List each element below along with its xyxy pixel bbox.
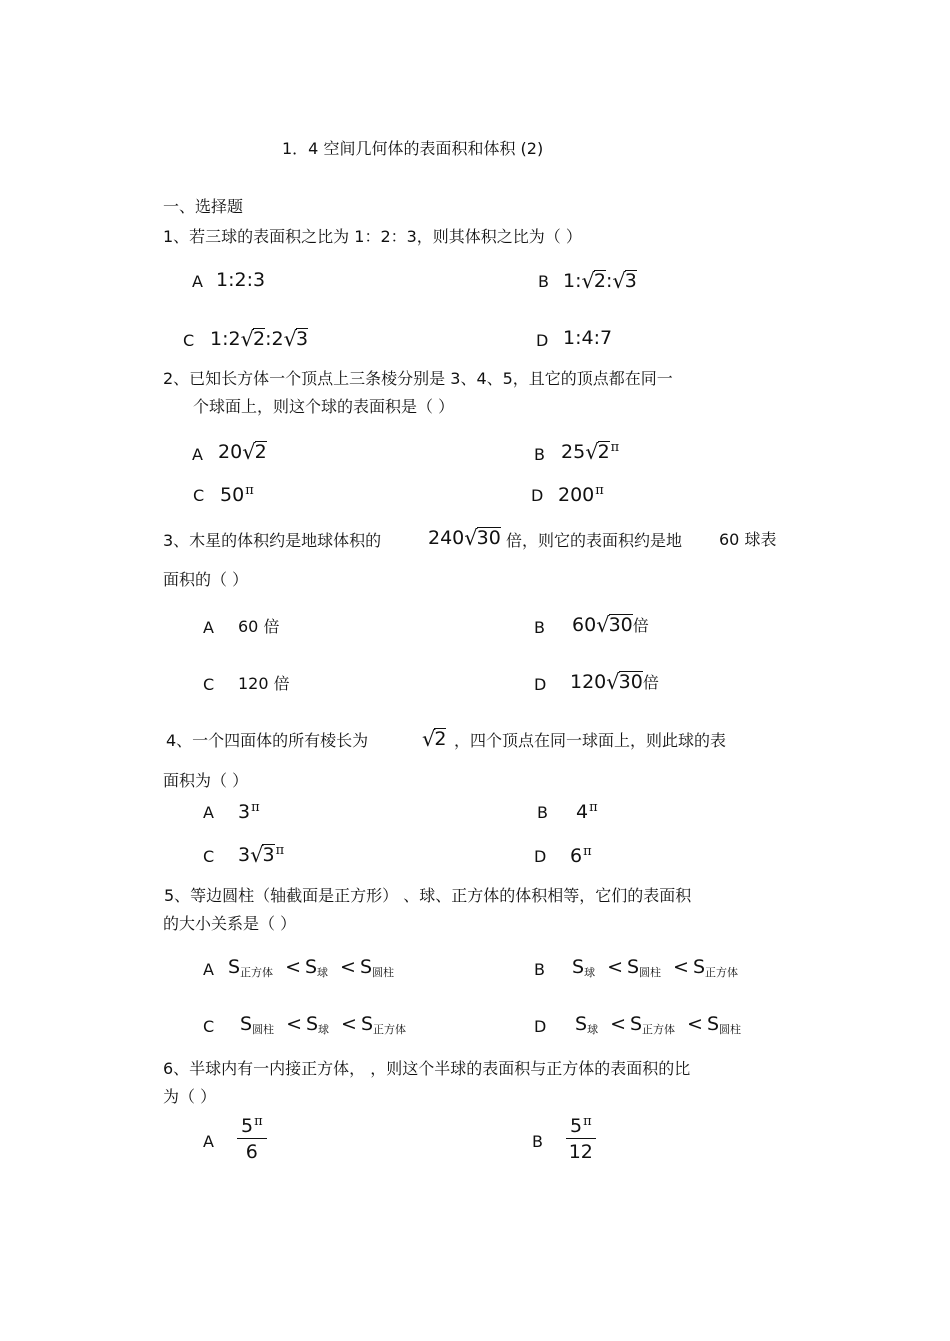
q4-option-d-label: D — [534, 847, 547, 866]
page-title: 1．4 空间几何体的表面积和体积 (2) — [282, 139, 544, 158]
q3-stem-line1c: 60 球表 — [719, 530, 777, 549]
q1-option-d: 1:4:7 — [563, 327, 613, 349]
q3-option-a: 60 倍 — [238, 617, 280, 636]
q4-stem-line1b: ，四个顶点在同一球面上，则此球的表 — [454, 731, 727, 750]
q1-option-c-label: C — [183, 331, 195, 350]
q2-option-d: $200^\pi$ — [558, 483, 604, 506]
q5-option-d-label: D — [534, 1017, 547, 1036]
q4-option-a-label: A — [203, 803, 214, 822]
q5-option-b-label: B — [534, 960, 545, 979]
q4-option-b-label: B — [537, 803, 548, 822]
q1-option-b: 1:√2:√3 — [563, 269, 637, 293]
q2-option-c: $50^\pi$ — [220, 483, 254, 506]
q5-option-b: $S_球 < S_{圆柱} < S_{正方体}$ — [572, 956, 739, 979]
q5-option-c: $S_{圆柱} < S_球 < S_{正方体}$ — [240, 1013, 407, 1036]
q1-option-a: 1:2:3 — [216, 269, 266, 291]
q2-option-a: 20√2 — [218, 440, 267, 464]
q2-option-c-label: C — [193, 486, 205, 505]
q4-option-d: $6^\pi$ — [570, 844, 592, 867]
q3-stem-line2: 面积的（ ） — [163, 570, 249, 589]
q3-stem-line1a: 3、木星的体积约是地球体积的 — [163, 531, 382, 550]
q3-option-b: 60√30倍 — [572, 613, 649, 637]
q6-option-a: $\frac{5^\pi}{6}$ — [237, 1115, 267, 1162]
q6-option-b: $\frac{5^\pi}{12}$ — [566, 1115, 596, 1162]
q2-option-b: $25√2^\pi$ — [561, 440, 620, 464]
q5-option-c-label: C — [203, 1017, 215, 1036]
q3-option-d-label: D — [534, 675, 547, 694]
q2-option-b-label: B — [534, 445, 545, 464]
section-heading: 一、选择题 — [163, 197, 244, 216]
q3-option-c-label: C — [203, 675, 215, 694]
q4-stem-line1a: 4、一个四面体的所有棱长为 — [166, 731, 369, 750]
q5-stem-line2: 的大小关系是（ ） — [163, 914, 297, 933]
q4-option-b: $4^\pi$ — [576, 800, 598, 823]
q6-stem-line1: 6、半球内有一内接正方体， ，则这个半球的表面积与正方体的表面积的比 — [163, 1059, 691, 1078]
q2-option-a-label: A — [192, 445, 203, 464]
q4-option-a: $3^\pi$ — [238, 800, 260, 823]
q2-option-d-label: D — [531, 486, 544, 505]
q3-stem-line1b: 倍，则它的表面积约是地 — [506, 531, 683, 550]
q3-option-a-label: A — [203, 618, 214, 637]
q5-option-a: $S_{正方体} < S_球 < S_{圆柱}$ — [228, 956, 395, 979]
q5-option-a-label: A — [203, 960, 214, 979]
q4-stem-edge: √2 — [422, 727, 447, 751]
q1-option-a-label: A — [192, 272, 203, 291]
q4-option-c: $3√3^\pi$ — [238, 843, 285, 867]
q6-option-b-label: B — [532, 1132, 543, 1151]
q5-stem-line1: 5、等边圆柱（轴截面是正方形） 、球、正方体的体积相等，它们的表面积 — [164, 886, 692, 905]
q3-option-b-label: B — [534, 618, 545, 637]
q3-option-d: 120√30倍 — [570, 670, 659, 694]
q1-option-b-label: B — [538, 272, 549, 291]
q6-option-a-label: A — [203, 1132, 214, 1151]
q1-option-c: 1:2√2:2√3 — [210, 327, 309, 351]
q1-stem: 1、若三球的表面积之比为 1：2：3，则其体积之比为（ ） — [163, 227, 582, 246]
q3-stem-ratio: 240√30 — [428, 526, 501, 550]
q3-option-c: 120 倍 — [238, 674, 290, 693]
q6-stem-line2: 为（ ） — [163, 1087, 217, 1106]
q2-stem-line1: 2、已知长方体一个顶点上三条棱分别是 3、4、5，且它的顶点都在同一 — [163, 369, 673, 388]
q1-option-d-label: D — [536, 331, 549, 350]
q2-stem-line2: 个球面上，则这个球的表面积是（ ） — [193, 397, 455, 416]
q4-stem-line2: 面积为（ ） — [163, 771, 249, 790]
q4-option-c-label: C — [203, 847, 215, 866]
q5-option-d: $S_球 < S_{正方体} < S_{圆柱}$ — [575, 1013, 742, 1036]
